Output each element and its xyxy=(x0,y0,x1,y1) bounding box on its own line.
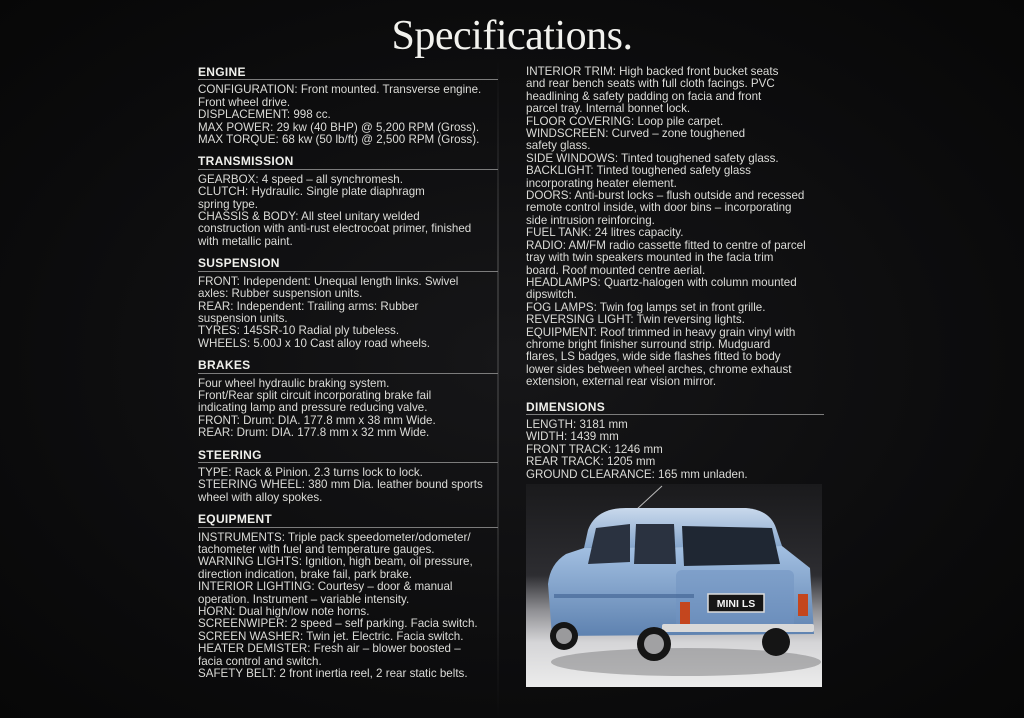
spec-line: STEERING WHEEL: 380 mm Dia. leather bound sports xyxy=(198,478,483,492)
spec-line: dipswitch. xyxy=(526,288,577,302)
dimensions-section xyxy=(526,401,824,481)
section-heading: EQUIPMENT xyxy=(198,513,498,527)
license-plate-text: MINI LS xyxy=(716,598,756,610)
spec-line: DISPLACEMENT: 998 cc. xyxy=(198,108,331,122)
spec-line: tray with twin speakers mounted in the facia trim xyxy=(526,251,774,265)
spec-line: SAFETY BELT: 2 front inertia reel, 2 rear static belts. xyxy=(198,667,468,681)
spec-line: WHEELS: 5.00J x 10 Cast alloy road wheels. xyxy=(198,336,430,350)
spec-line: CLUTCH: Hydraulic. Single plate diaphragm xyxy=(198,185,425,199)
car-photo xyxy=(526,484,822,687)
spec-line: INTERIOR TRIM: High backed front bucket seats xyxy=(526,65,779,78)
spec-line: parcel tray. Internal bonnet lock. xyxy=(526,102,691,116)
spec-line: flares, LS badges, wide side flashes fitted to body xyxy=(526,350,781,364)
section-heading: SUSPENSION xyxy=(198,257,498,271)
section-heading: STEERING xyxy=(198,449,498,463)
interior-section xyxy=(526,66,824,389)
spec-line: BACKLIGHT: Tinted toughened safety glass xyxy=(526,164,751,178)
spec-line: Four wheel hydraulic braking system. xyxy=(198,376,390,390)
spec-line: GEARBOX: 4 speed – all synchromesh. xyxy=(198,172,403,186)
spec-line: SCREEN WASHER: Twin jet. Electric. Facia switch. xyxy=(198,629,464,643)
spec-line: FLOOR COVERING: Loop pile carpet. xyxy=(526,114,724,128)
spec-line: CONFIGURATION: Front mounted. Transverse engine. xyxy=(198,83,482,97)
transmission-section xyxy=(198,155,498,248)
spec-line: remote control inside, with door bins – incorporating xyxy=(526,201,792,215)
spec-line: WINDSCREEN: Curved – zone toughened xyxy=(526,127,746,141)
spec-line: headlining & safety padding on facia and front xyxy=(526,89,762,103)
spec-line: and rear bench seats with full cloth facings. PVC xyxy=(526,77,775,91)
spec-line: RADIO: AM/FM radio cassette fitted to centre of parcel xyxy=(526,238,806,252)
spec-line: FRONT: Drum: DIA. 177.8 mm x 38 mm Wide. xyxy=(198,413,436,427)
spec-line: chrome bright finisher surround strip. Mudguard xyxy=(526,337,771,351)
spec-line: TYPE: Rack & Pinion. 2.3 turns lock to lock. xyxy=(198,465,423,479)
spec-line: facia control and switch. xyxy=(198,654,322,668)
spec-line: extension, external rear vision mirror. xyxy=(526,375,717,389)
spec-line: WARNING LIGHTS: Ignition, high beam, oil pressure, xyxy=(198,555,473,569)
spec-line: WIDTH: 1439 mm xyxy=(526,430,619,444)
right-column xyxy=(526,66,824,490)
spec-line: with metallic paint. xyxy=(198,234,293,248)
spec-line: HEATER DEMISTER: Fresh air – blower boosted – xyxy=(198,642,461,656)
section-heading: DIMENSIONS xyxy=(526,401,824,415)
spec-line: TYRES: 145SR-10 Radial ply tubeless. xyxy=(198,324,400,338)
spec-line: REVERSING LIGHT: Twin reversing lights. xyxy=(526,313,745,327)
spec-line: construction with anti-rust electrocoat primer, finished xyxy=(198,222,472,236)
spec-line: FRONT: Independent: Unequal length links. Swivel xyxy=(198,274,459,288)
spec-line: EQUIPMENT: Roof trimmed in heavy grain vinyl with xyxy=(526,325,796,339)
spec-line: INSTRUMENTS: Triple pack speedometer/odometer/ xyxy=(198,530,471,544)
spec-line: DOORS: Anti-burst locks – flush outside and recessed xyxy=(526,189,805,203)
section-heading: ENGINE xyxy=(198,66,498,80)
spec-line: incorporating heater element. xyxy=(526,176,677,190)
spec-line: CHASSIS & BODY: All steel unitary welded xyxy=(198,210,420,224)
spec-line: axles: Rubber suspension units. xyxy=(198,287,363,301)
engine-section xyxy=(198,66,498,146)
spec-line: Front wheel drive. xyxy=(198,95,291,109)
spec-line: REAR: Independent: Trailing arms: Rubber xyxy=(198,299,419,313)
spec-line: FRONT TRACK: 1246 mm xyxy=(526,442,663,456)
spec-line: direction indication, brake fail, park brake. xyxy=(198,567,412,581)
spec-line: MAX POWER: 29 kw (40 BHP) @ 5,200 RPM (Gross). xyxy=(198,120,480,134)
brakes-section xyxy=(198,359,498,439)
page-title: Specifications. xyxy=(391,13,633,59)
spec-line: spring type. xyxy=(198,197,258,211)
spec-line: REAR TRACK: 1205 mm xyxy=(526,455,656,469)
steering-section xyxy=(198,449,498,505)
spec-line: MAX TORQUE: 68 kw (50 lb/ft) @ 2,500 RPM (Gross). xyxy=(198,133,480,147)
section-heading: BRAKES xyxy=(198,359,498,373)
spec-line: indicating lamp and pressure reducing valve. xyxy=(198,401,428,415)
spec-line: REAR: Drum: DIA. 177.8 mm x 32 mm Wide. xyxy=(198,426,430,440)
spec-line: GROUND CLEARANCE: 165 mm unladen. xyxy=(526,467,748,481)
spec-line: board. Roof mounted centre aerial. xyxy=(526,263,706,277)
spec-line: FOG LAMPS: Twin fog lamps set in front grille. xyxy=(526,300,766,314)
section-heading: TRANSMISSION xyxy=(198,155,498,169)
spec-line: LENGTH: 3181 mm xyxy=(526,417,628,431)
spec-line: SIDE WINDOWS: Tinted toughened safety glass. xyxy=(526,151,779,165)
spec-line: operation. Instrument – variable intensity. xyxy=(198,592,410,606)
spec-line: safety glass. xyxy=(526,139,591,153)
spec-line: SCREENWIPER: 2 speed – self parking. Facia switch. xyxy=(198,617,478,631)
spec-line: lower sides between wheel arches, chrome exhaust xyxy=(526,362,792,376)
spec-line: suspension units. xyxy=(198,311,288,325)
suspension-section xyxy=(198,257,498,350)
spec-line: HEADLAMPS: Quartz-halogen with column mounted xyxy=(526,275,797,289)
spec-line: INTERIOR LIGHTING: Courtesy – door & manual xyxy=(198,580,453,594)
spec-line: HORN: Dual high/low note horns. xyxy=(198,605,370,619)
spec-line: Front/Rear split circuit incorporating brake fail xyxy=(198,388,432,402)
spec-line: wheel with alloy spokes. xyxy=(198,490,323,504)
mini-ls-car-illustration xyxy=(526,484,822,687)
spec-line: side intrusion reinforcing. xyxy=(526,213,655,227)
equipment-section xyxy=(198,513,498,680)
spec-line: tachometer with fuel and temperature gauges. xyxy=(198,543,435,556)
left-column xyxy=(198,66,498,689)
spec-line: FUEL TANK: 24 litres capacity. xyxy=(526,226,684,240)
